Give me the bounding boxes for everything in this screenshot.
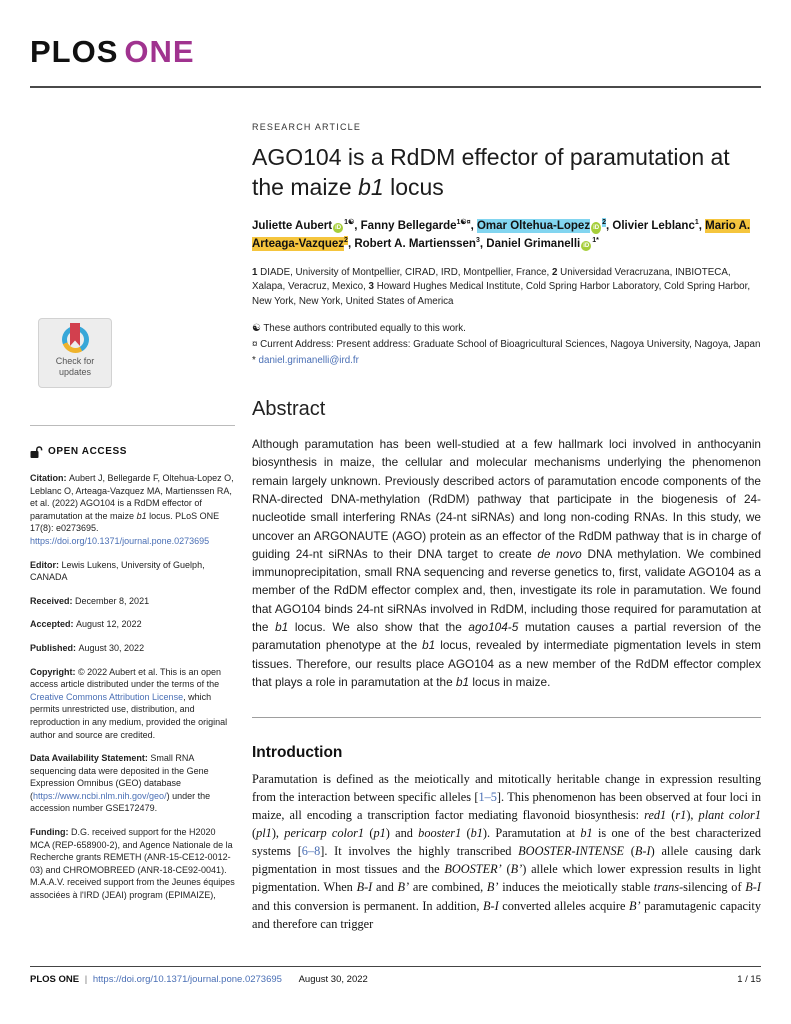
text-segment: B’ <box>628 898 641 913</box>
orcid-icon <box>333 223 343 233</box>
text-segment: DNA methylation. We combined immunoprecipitation, small RNA sequencing and reverse genetics to, first, validate AGO104 as a member of the RdDM effector complex and, then, investigate its role in paramutation. We found that AGO104 binds 24-nt siRNAs involved in RdDM, including those required for paramutation at the <box>252 546 762 634</box>
text-segment: Funding: <box>30 827 71 838</box>
text-segment: December 8, 2021 <box>75 595 150 606</box>
crossmark-icon <box>62 326 89 353</box>
text-segment: Universidad Veracruzana, INBIOTECA, Xalapa, Veracruz, Mexico, <box>252 266 731 293</box>
text-segment: Accepted: <box>30 619 77 630</box>
text-segment: mutation causes a partial reversion of the paramutation phenotype at the <box>252 619 762 653</box>
text-segment: and <box>372 880 398 895</box>
text-segment: ( <box>364 826 374 841</box>
text-segment: Paramutation is defined as the meiotically and mitotically heritable change in expression resulting from the interaction between specific alleles [ <box>252 772 761 805</box>
text-segment: b1 <box>422 638 436 653</box>
text-segment: B’ <box>397 880 410 895</box>
text-segment: locus in maize. <box>469 674 551 689</box>
open-lock-icon <box>30 446 43 459</box>
text-segment: plant color1 <box>698 808 761 823</box>
inline-link[interactable]: 1–5 <box>478 790 497 805</box>
text-segment: and this conversion is permanent. In addition, <box>252 898 484 913</box>
text-segment: ), <box>686 808 699 823</box>
text-segment: Mario A. Arteaga-Vazquez <box>252 219 751 251</box>
citation-block <box>30 472 235 548</box>
inline-link[interactable]: https://www.ncbi.nlm.nih.gov/geo/ <box>33 790 167 801</box>
brand-plos: PLOS <box>30 34 119 69</box>
affiliations <box>252 266 761 310</box>
current-address-note <box>252 338 761 352</box>
corresponding-author-email <box>252 354 761 368</box>
inline-link[interactable]: Creative Commons Attribution License <box>30 691 184 702</box>
text-segment: Data Availability Statement: <box>30 753 151 764</box>
text-segment: Received: <box>30 595 76 606</box>
text-segment: locus. We also show that the <box>288 619 469 634</box>
inline-link[interactable]: 6–8 <box>301 844 321 859</box>
text-segment: ) under the accession number GSE172479. <box>30 790 211 814</box>
text-segment: ¤ Current Address: Present address: Graduate School of Bioagricultural Sciences, Nagoya University, Nagoya, Japan <box>252 338 761 350</box>
text-segment: locus <box>383 174 444 201</box>
article-body <box>235 88 761 933</box>
text-segment: is one of the best characterized systems [ <box>252 826 761 859</box>
article-title <box>252 142 761 203</box>
text-segment: ) allele causing dark pigmentation in most tissues and the <box>252 844 762 877</box>
text-segment: Copyright: <box>30 666 78 677</box>
orcid-icon <box>591 222 601 234</box>
text-segment: ]. This phenomenon has been observed at four loci in maize, all encoding a transcription factor mediating flavonoid biosynthesis: <box>252 790 761 823</box>
text-segment: B-I <box>745 880 761 895</box>
check-for-updates-badge[interactable] <box>38 318 112 388</box>
open-access-label: OPEN ACCESS <box>48 446 128 457</box>
text-segment: b1 <box>455 674 470 689</box>
inline-link[interactable]: https://doi.org/10.1371/journal.pone.0273695 <box>30 535 210 546</box>
footer-citation <box>30 974 368 985</box>
text-segment: August 30, 2022 <box>78 642 145 653</box>
text-segment: B’ <box>510 862 523 877</box>
text-segment: Juliette Aubert <box>252 219 333 232</box>
footer-doi-link[interactable]: https://doi.org/10.1371/journal.pone.0273695 <box>92 974 282 985</box>
text-segment: ago104-5 <box>468 619 519 634</box>
inline-link[interactable]: daniel.grimanelli@ird.fr <box>258 354 359 366</box>
text-segment: , which permits unrestricted use, distribution, and reproduction in any medium, provided the original author and source are credited. <box>30 691 228 740</box>
text-segment: B’ <box>486 880 499 895</box>
footer-separator: | <box>84 974 88 985</box>
text-segment: Aubert J, Bellegarde F, Oltehua-Lopez O, Leblanc O, Arteaga-Vazquez MA, Martienssen RA, et al. (2022) AGO104 is a RdDM effector of paramutation at the maize <box>30 473 234 521</box>
published-date <box>30 642 235 655</box>
data-availability-block <box>30 752 235 815</box>
abstract-heading: Abstract <box>252 398 326 421</box>
footer-date: August 30, 2022 <box>298 974 368 985</box>
text-segment: B-I <box>483 898 499 913</box>
text-segment: Small RNA sequencing data were deposited in the Gene Expression Omnibus (GEO) database ( <box>30 753 209 801</box>
text-segment: 1 <box>252 266 261 278</box>
text-segment: Published: <box>30 642 79 653</box>
text-segment: , <box>470 219 477 232</box>
abstract-text <box>252 435 761 691</box>
text-segment: 2 <box>552 266 561 278</box>
text-segment: booster1 <box>418 826 462 841</box>
open-access-badge <box>30 445 235 459</box>
introduction-heading: Introduction <box>252 744 343 762</box>
text-segment: ( <box>252 826 257 841</box>
funding-block <box>30 826 235 902</box>
text-segment: b1 <box>275 619 289 634</box>
sidebar <box>30 88 235 913</box>
text-segment: induces the meiotically stable <box>498 880 654 895</box>
text-segment: , Olivier Leblanc <box>606 219 695 232</box>
article-type-label: RESEARCH ARTICLE <box>252 122 362 132</box>
text-segment: August 12, 2022 <box>76 619 142 630</box>
text-segment: , Fanny Bellegarde <box>354 219 457 232</box>
text-segment: 1☯ <box>344 218 355 226</box>
text-segment: red1 <box>644 808 667 823</box>
text-segment: 2 <box>344 237 348 245</box>
page-footer <box>30 966 761 985</box>
copyright-block <box>30 666 235 742</box>
accepted-date <box>30 618 235 631</box>
text-segment: © 2022 Aubert et al. This is an open access article distributed under the terms of the <box>30 666 222 690</box>
text-segment: ( <box>461 826 471 841</box>
text-segment: Although paramutation has been well-studied at a few hallmark loci involved in anthocyanin biosynthesis in maize, the cellular and molecular mechanisms underlying the phenomenon remain largely unknown. Previously described actors of paramutation encode components of the RNA-directed DNA-methylation (RdDM) pathway that participate in the biogenesis of 24-nucleotide small interfering RNAs (24-nt siRNAs) and long non-coding RNAs. In this study, we uncover an ARGONAUTE (AGO) protein as an effector of the RdDM pathway that is in charge of guiding 24-nt siRNAs to their DNA target to create <box>252 437 761 561</box>
text-segment: p1 <box>373 826 386 841</box>
author-list <box>252 217 761 254</box>
text-segment: 3 <box>475 237 480 245</box>
text-segment: r1 <box>675 808 687 823</box>
text-segment: D.G. received support for the H2020 MCA (REP-658900-2), and Agence Nationale de la Recherche grants REMETH (ANR-15-CE12-0012-03) and CHROMOBREED (ANR-18-CE92-0041). M.A.A.V. received support from the Jeunes équipes associées à l'IRD (JEAI) program (EPIMAIZE), <box>30 827 235 901</box>
text-segment: 1 <box>694 218 699 226</box>
text-segment: , <box>698 219 706 232</box>
text-segment: locus, revealed by intermediate pigmentation levels in stem tissues. Therefore, our results place AGO104 as a new member of the RdDM effector complex that plays a role in paramutation at the <box>252 638 761 689</box>
text-segment: DIADE, University of Montpellier, CIRAD, IRD, Montpellier, France, <box>260 266 552 278</box>
orcid-icon <box>581 241 591 251</box>
text-segment: , Robert A. Martienssen <box>347 238 476 251</box>
text-segment: Citation: <box>30 473 69 483</box>
text-segment: 2 <box>602 218 606 226</box>
text-segment: 1 <box>592 237 597 245</box>
text-segment: Howard Hughes Medical Institute, Cold Spring Harbor Laboratory, Cold Spring Harbor, New York, New York, United States of America <box>252 281 751 307</box>
text-segment: 1☯¤ <box>456 218 471 226</box>
text-segment: b1 <box>470 826 483 841</box>
text-segment: ) and <box>385 826 419 841</box>
text-segment: b1 <box>136 510 147 521</box>
text-segment: paramutagenic capacity and therefore can trigger <box>252 898 761 931</box>
footer-journal: PLOS ONE <box>30 974 80 985</box>
section-divider <box>252 717 761 718</box>
footer-divider <box>30 966 761 967</box>
equal-contribution-note <box>252 322 761 336</box>
text-segment: Lewis Lukens, University of Guelph, CANADA <box>30 559 205 583</box>
text-segment: AGO104 is a RdDM effector of paramutation at the maize <box>252 144 730 201</box>
text-segment: BOOSTER’ <box>444 862 502 877</box>
text-segment: BOOSTER-INTENSE <box>518 844 625 859</box>
text-segment: , Daniel Grimanelli <box>479 238 581 251</box>
brand-one: ONE <box>124 34 195 69</box>
text-segment: pl1 <box>256 826 272 841</box>
text-segment: ), <box>271 826 285 841</box>
text-segment: B-I <box>634 844 651 859</box>
text-segment: ). Paramutation at <box>482 826 581 841</box>
page-content <box>30 88 761 933</box>
sidebar-divider <box>30 425 235 426</box>
text-segment: locus. PLoS ONE 17(8): e0273695. <box>30 510 220 534</box>
text-segment: are combined, <box>409 880 487 895</box>
text-segment: ( <box>624 844 635 859</box>
bookmark-ribbon-icon <box>70 323 80 346</box>
text-segment: de novo <box>537 546 582 561</box>
plos-one-logo <box>30 34 195 70</box>
introduction-text <box>252 770 761 933</box>
text-segment: pericarp color1 <box>284 826 365 841</box>
text-segment: converted alleles acquire <box>498 898 629 913</box>
text-segment: 3 <box>368 281 377 293</box>
check-for-updates-label: Check for updates <box>55 356 95 377</box>
text-segment: ( <box>666 808 676 823</box>
text-segment: ) allele which lower expression results in light pigmentation. When <box>252 862 761 895</box>
text-segment: -silencing of <box>679 880 746 895</box>
text-segment: B-I <box>356 880 373 895</box>
text-segment: Omar Oltehua-Lopez <box>476 219 591 232</box>
text-segment: * <box>596 237 599 245</box>
text-segment: * <box>252 354 259 366</box>
text-segment: ( <box>501 862 511 877</box>
editor-block <box>30 559 235 584</box>
text-segment: Editor: <box>30 559 62 570</box>
text-segment: ☯ These authors contributed equally to this work. <box>252 322 466 334</box>
text-segment: b1 <box>580 826 593 841</box>
text-segment: trans <box>653 880 680 895</box>
received-date <box>30 595 235 608</box>
text-segment: ]. It involves the highly transcribed <box>320 844 519 859</box>
page-number: 1 / 15 <box>737 974 761 985</box>
text-segment: b1 <box>358 174 384 201</box>
